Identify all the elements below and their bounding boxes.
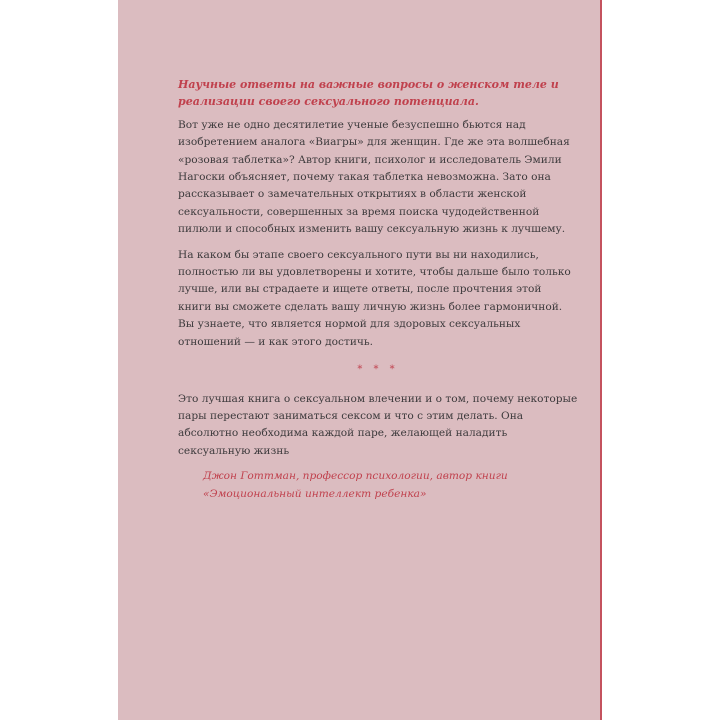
cover-text-block — [178, 76, 578, 503]
review-quote: Это лучшая книга о сексуальном влечении и о том, почему некоторые пары перестают заниматься сексом и что с этим делать. Она абсолютно необходима каждой паре, желающей наладить сексуальную жизнь — [178, 392, 578, 457]
section-separator: * * * — [357, 364, 399, 376]
book-back-cover — [118, 0, 602, 720]
quote-attribution: Джон Готтман, профессор психологии, автор книги «Эмоциональный интеллект ребенка» — [203, 470, 508, 500]
description-paragraph-2: На каком бы этапе своего сексуального пути вы ни находились, полностью ли вы удовлетворены и хотите, чтобы дальше было только лучше, или вы страдаете и ищете ответы, после прочтения этой книги вы сможете сделать вашу личную жизнь более гармоничной. Вы узнаете, что является нормой для здоровых сексуальных отношений — и как этого достичь. — [178, 248, 571, 348]
description-paragraph-1: Вот уже не одно десятилетие ученые безуспешно бьются над изобретением аналога «Виагры» для женщин. Где же эта волшебная «розовая таблетка»? Автор книги, психолог и исследователь Эмили Нагоски объясняет, почему такая таблетка невозможна. Зато она рассказывает о замечательных открытиях в области женской сексуальности, совершенных за время поиска чудодейственной пилюли и способных изменить вашу сексуальную жизнь к лучшему. — [178, 118, 570, 236]
lead-text: Научные ответы на важные вопросы о женском теле и реализации своего сексуального потенциала. — [178, 78, 559, 109]
